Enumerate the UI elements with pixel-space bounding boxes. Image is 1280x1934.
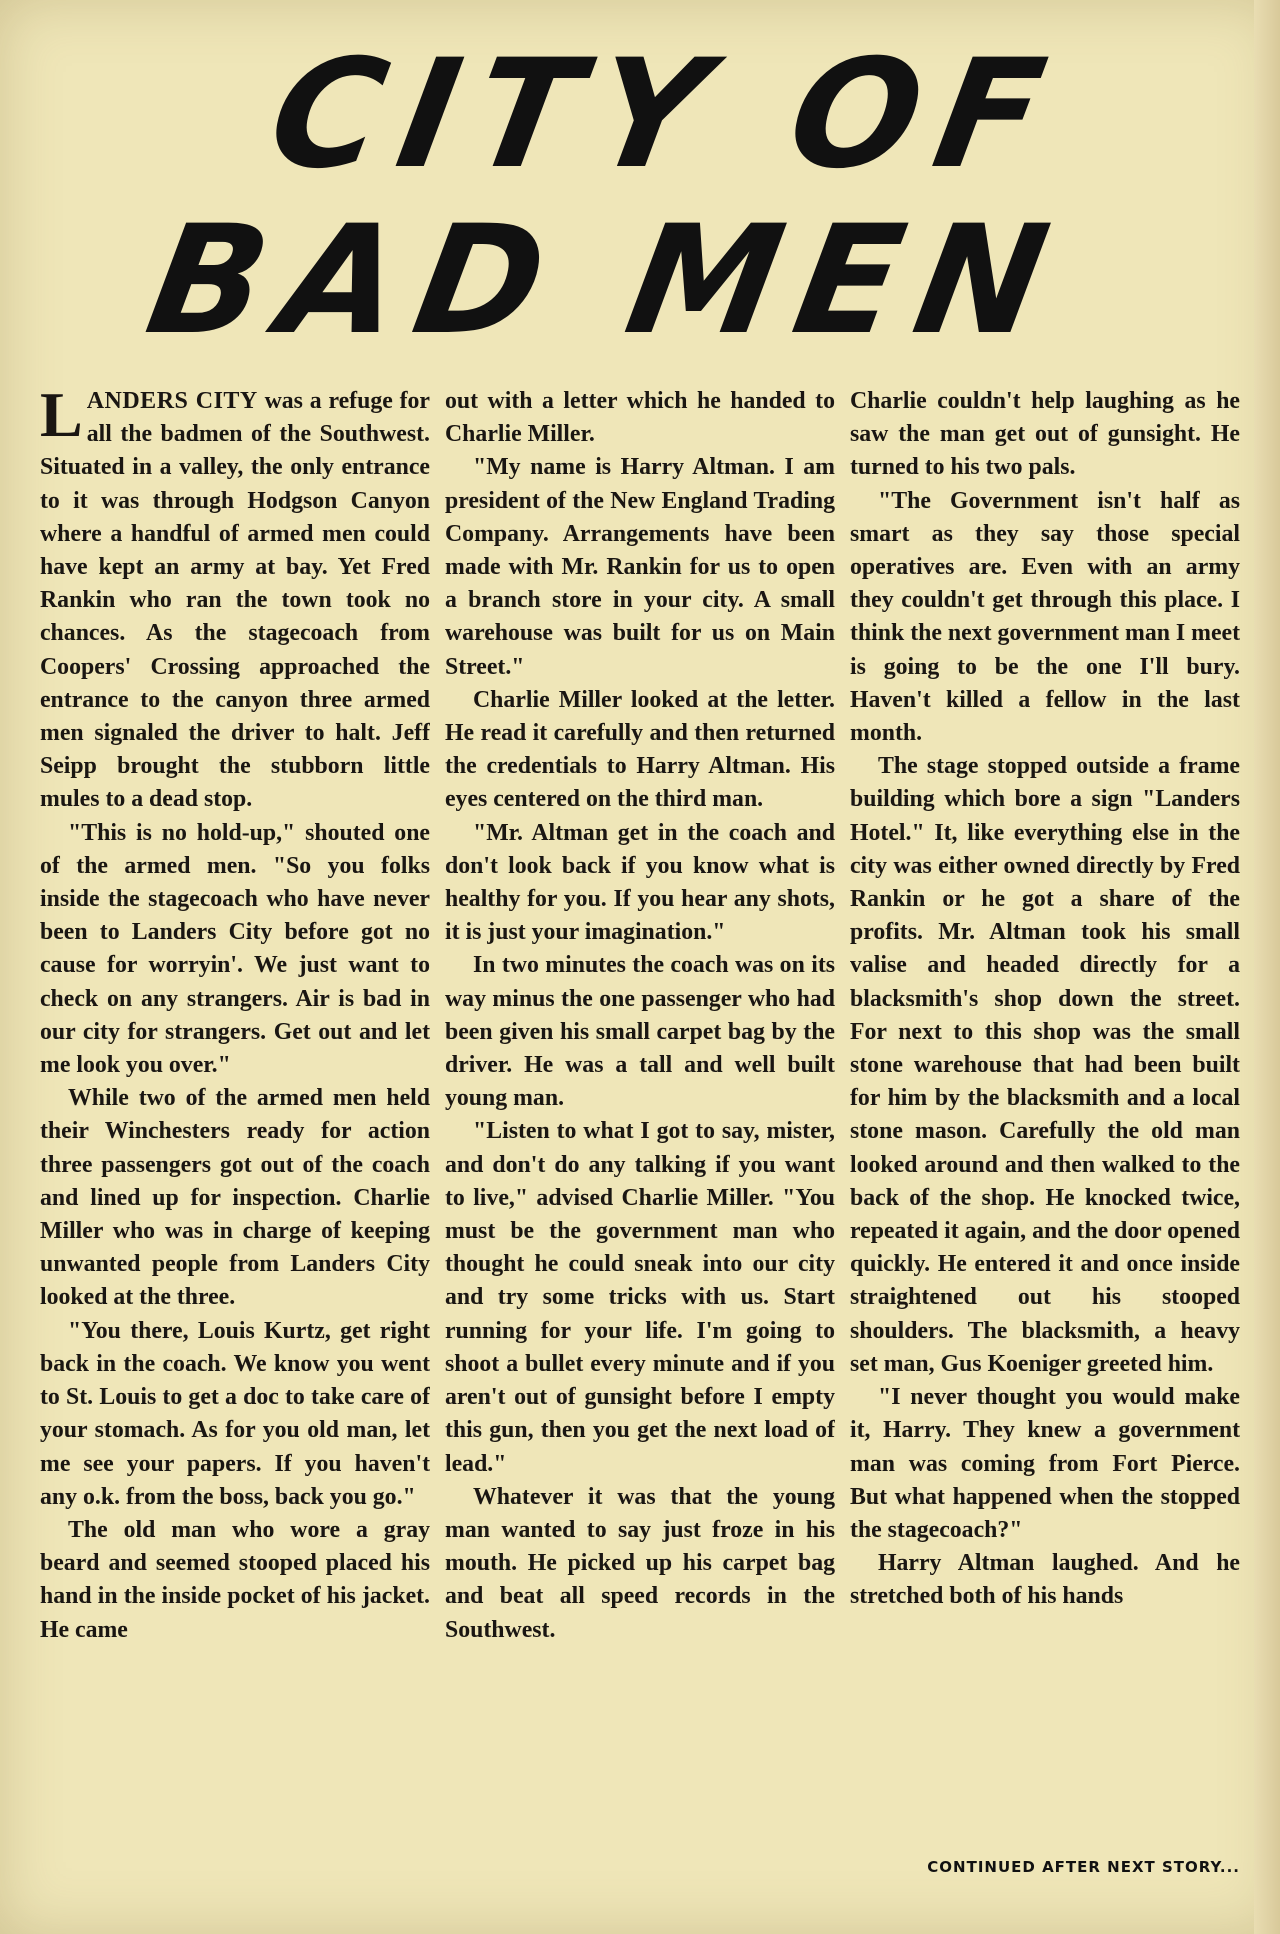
paragraph-text: "You there, Louis Kurtz, get right back in the coach. We know you went to St. Louis to get a doc to take care of your stomach. As for you old man, let me see your papers. If you haven't any o.k. from the boss, back you go." [40,1317,430,1510]
paragraph [40,1514,430,1647]
lead-in-text: ANDERS CITY [86,388,258,414]
paragraph-text: Harry Altman laughed. And he stretched both of his hands [850,1550,1240,1610]
paragraph-text: The old man who wore a gray beard and seemed stooped placed his hand in the inside pocket of his jacket. He came [40,1516,430,1643]
paragraph-text: In two minutes the coach was on its way minus the one passenger who had been given his small carpet bag by the driver. He was a tall and well built young man. [445,952,835,1112]
paragraph [445,1481,835,1647]
paragraph [850,485,1240,751]
paragraph [850,1381,1240,1547]
paragraph-text: Charlie Miller looked at the letter. He read it carefully and then returned the credentials to Harry Altman. His eyes centered on the third man. [445,686,835,813]
paragraph-text: was a refuge for all the badmen of the Southwest. Situated in a valley, the only entrance to it was through Hodgson Canyon where a handful of armed men could have kept an army at bay. Yet Fred Rankin who ran the town took no chances. As the stagecoach from Coopers' Crossing approached the entrance to the canyon three armed men signaled the driver to halt. Jeff Seipp brought the stubborn little mules to a dead stop. [40,388,430,813]
page-edge [1254,0,1280,1934]
column-3 [850,385,1240,1815]
drop-cap: L [40,385,83,450]
paragraph-text: The stage stopped outside a frame building which bore a sign "Landers Hotel." It, like everything else in the city was either owned directly by Fred Rankin or he got a share of the profits. Mr. Altman took his small valise and headed directly for a blacksmith's shop down the street. For next to this shop was the small stone warehouse that had been built for him by the blacksmith and a local stone mason. Carefully the old man looked around and then walked to the back of the shop. He knocked twice, repeated it again, and the door opened quickly. He entered it and once inside straightened out his stooped shoulders. The blacksmith, a heavy set man, Gus Koeniger greeted him. [850,753,1240,1377]
column-2 [445,385,835,1815]
text-columns [40,385,1240,1815]
paragraph [40,817,430,1083]
continued-note: CONTINUED AFTER NEXT STORY... [927,1858,1240,1876]
paragraph [40,1315,430,1514]
column-1 [40,385,430,1815]
paragraph-text: "The Government isn't half as smart as they say those special operatives are. Even with an army they couldn't get through this place. I think the next government man I meet is going to be the one I'll bury. Haven't killed a fellow in the last month. [850,487,1240,747]
paragraph [445,949,835,1115]
paragraph [40,1082,430,1314]
paragraph [445,385,835,451]
paragraph [445,684,835,817]
paragraph [850,750,1240,1381]
paragraph [445,1115,835,1480]
paragraph [445,451,835,683]
paragraph [850,385,1240,485]
paragraph-text: out with a letter which he handed to Charlie Miller. [445,388,835,448]
paragraph-text: Charlie couldn't help laughing as he saw the man get out of gunsight. He turned to his two pals. [850,388,1240,481]
paragraph [40,385,430,817]
title-line-2: BAD MEN [136,194,1078,368]
title-line-1: CITY OF [257,28,1074,202]
story-title [136,28,1139,370]
paragraph-text: "I never thought you would make it, Harry. They knew a government man was coming from Fort Pierce. But what happened when the stopped the stagecoach?" [850,1384,1240,1543]
paragraph-text: "This is no hold-up," shouted one of the armed men. "So you folks inside the stagecoach who have never been to Landers City before got no cause for worryin'. We just want to check on any strangers. Air is bad in our city for strangers. Get out and let me look you over." [40,819,430,1079]
paragraph-text: "Listen to what I got to say, mister, and don't do any talking if you want to live," advised Charlie Miller. "You must be the government man who thought he could sneak into our city and try some tricks with us. Start running for your life. I'm going to shoot a bullet every minute and if you aren't out of gunsight before I empty this gun, then you get the next load of lead." [445,1118,835,1477]
paragraph-text: Whatever it was that the young man wanted to say just froze in his mouth. He picked up his carpet bag and beat all speed records in the Southwest. [445,1483,835,1643]
paragraph [850,1547,1240,1613]
paragraph-text: While two of the armed men held their Winchesters ready for action three passengers got out of the coach and lined up for inspection. Charlie Miller who was in charge of keeping unwanted people from Landers City looked at the three. [40,1085,430,1311]
paragraph-text: "My name is Harry Altman. I am president of the New England Trading Company. Arrangements have been made with Mr. Rankin for us to open a branch store in your city. A small warehouse was built for us on Main Street." [445,454,835,680]
paragraph-text: "Mr. Altman get in the coach and don't look back if you know what is healthy for you. If you hear any shots, it is just your imagination." [445,819,835,946]
paragraph [445,817,835,950]
